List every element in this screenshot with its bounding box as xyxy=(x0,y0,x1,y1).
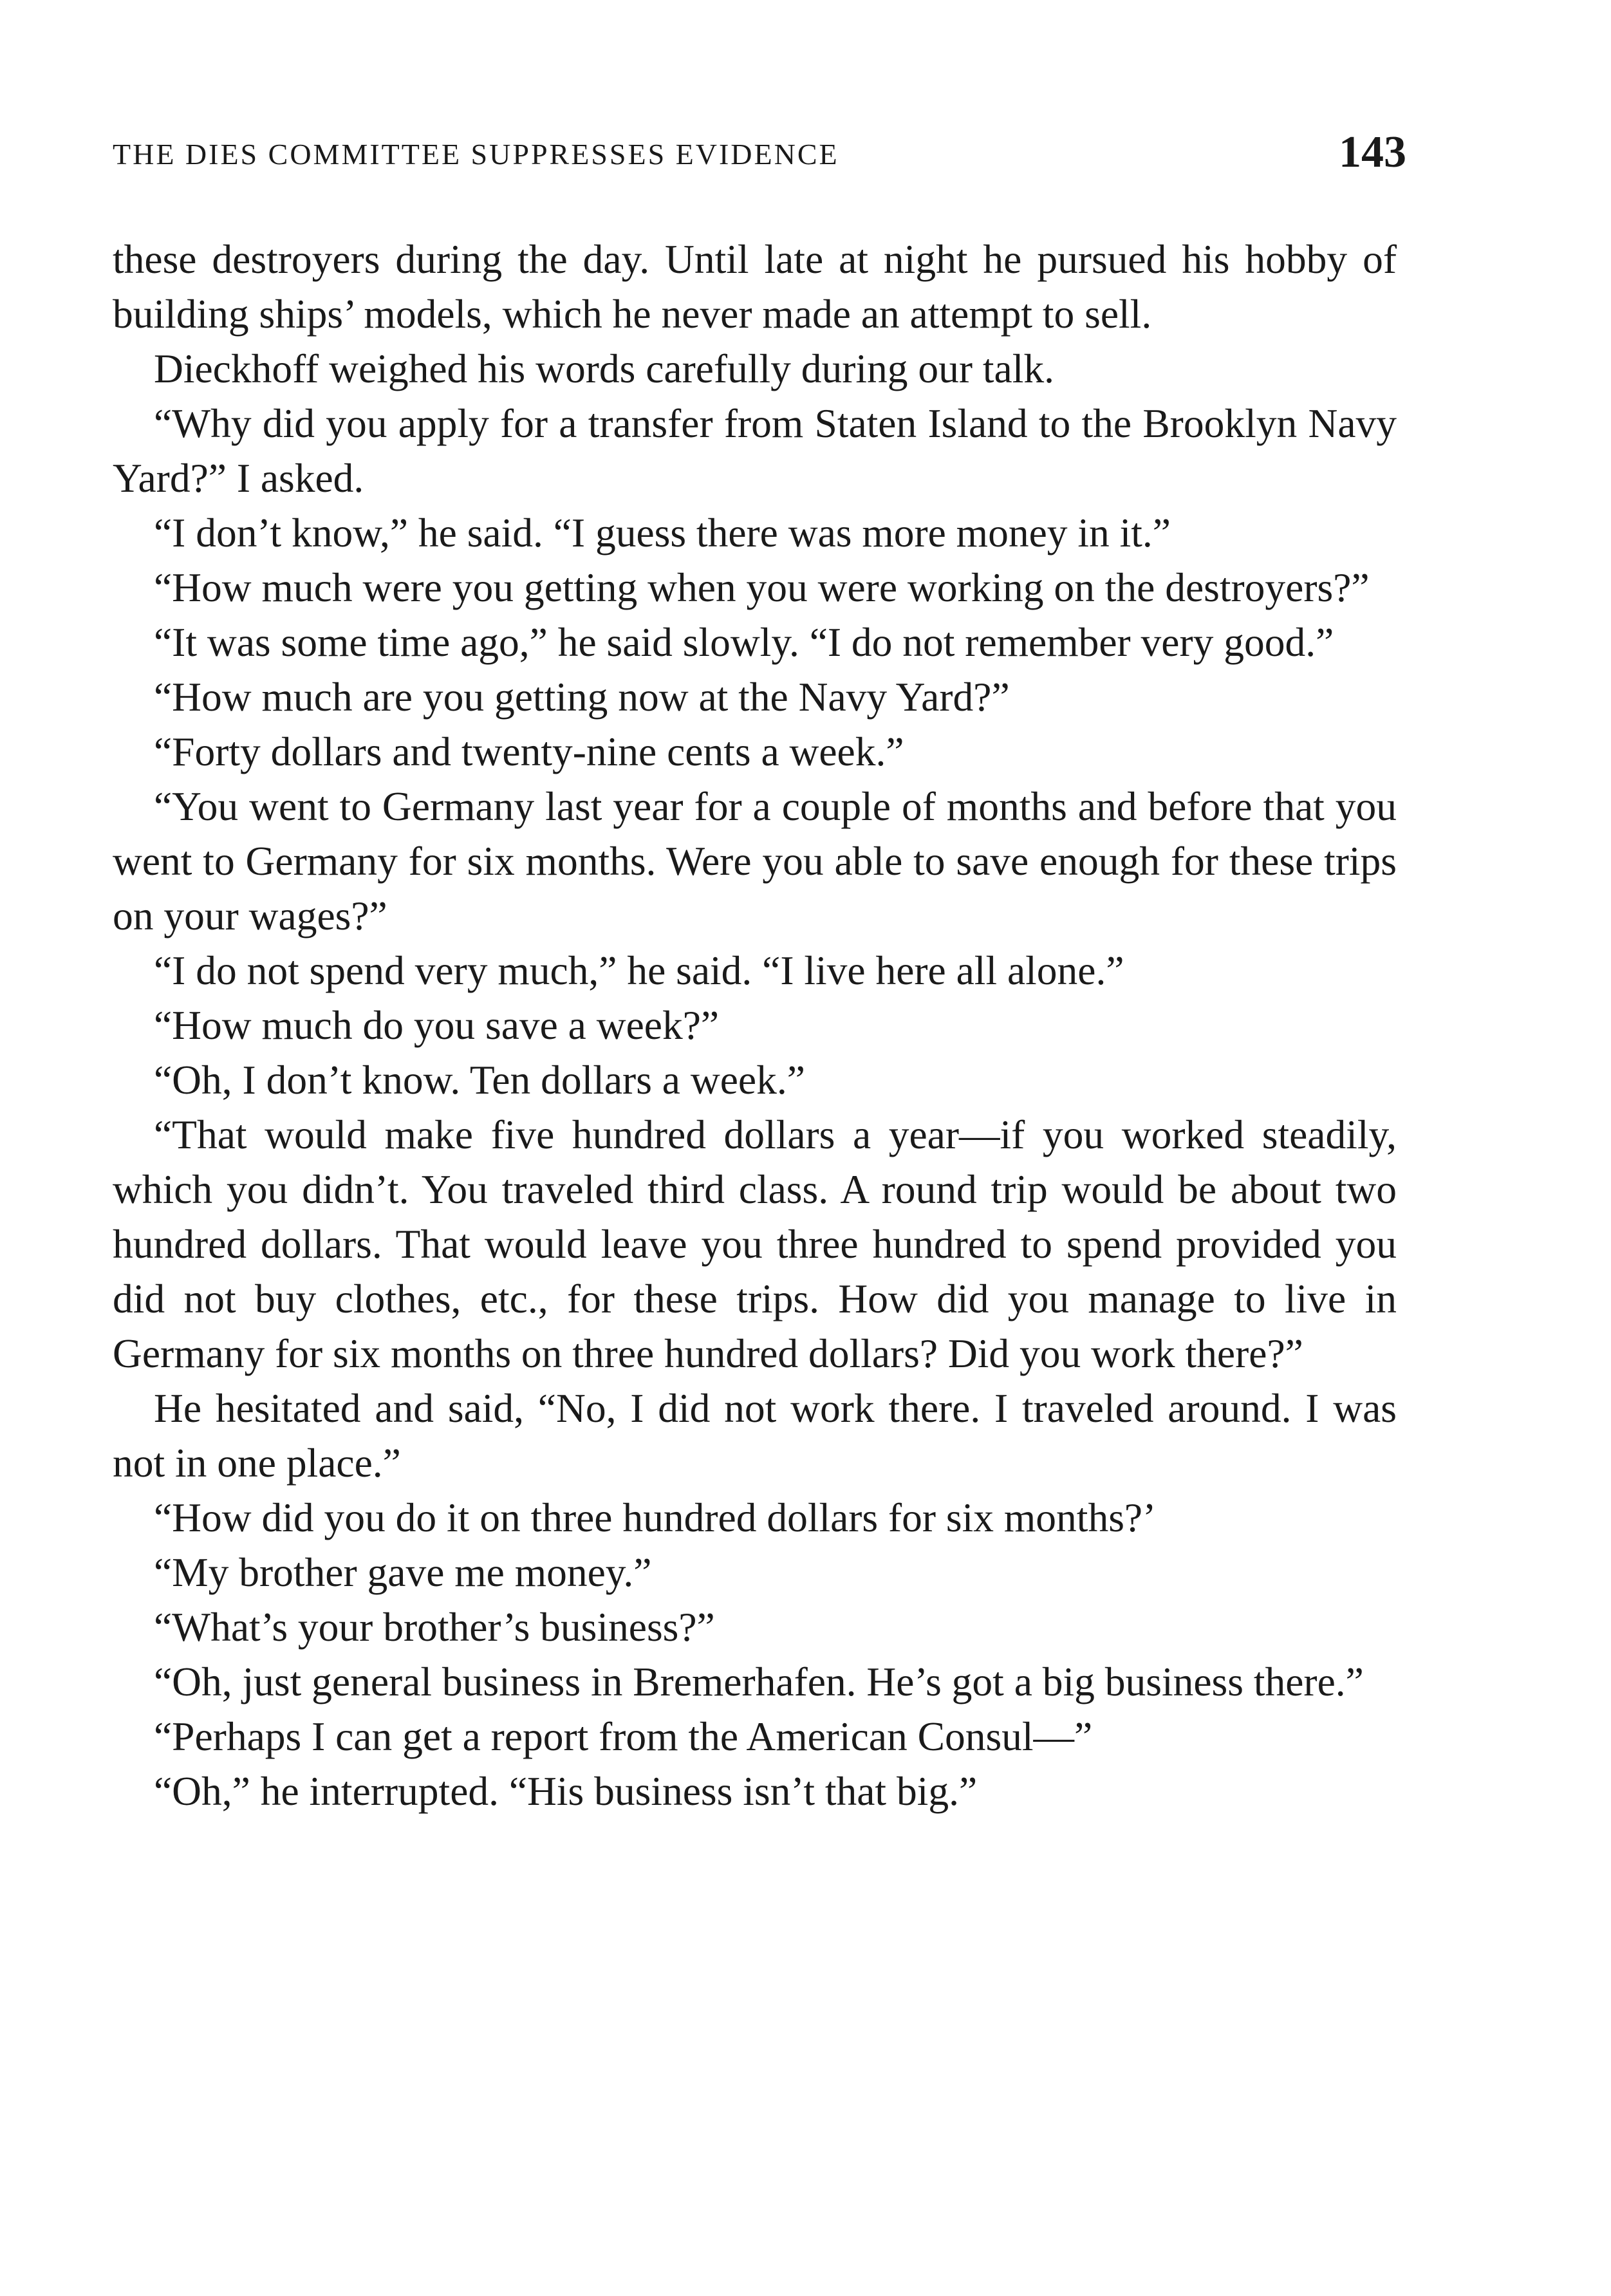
paragraph: “That would make five hundred dollars a year—if you worked steadily, which you didn’t. You traveled third class. A round trip would be about two hundred dollars. That would leave you three hundred to spend provided you did not buy clothes, etc., for these trips. How did you manage to live in Germany for six months on three hundred dollars? Did you work there?” xyxy=(113,1112,1397,1376)
paragraph: He hesitated and said, “No, I did not work there. I traveled around. I was not in one place.” xyxy=(113,1385,1397,1486)
paragraph: “How much do you save a week?” xyxy=(154,1002,720,1048)
paragraph: “Oh, just general business in Bremerhafen. He’s got a big business there.” xyxy=(154,1659,1364,1704)
paragraph: “What’s your brother’s business?” xyxy=(154,1604,715,1650)
paragraph: “Oh,” he interrupted. “His business isn’t that big.” xyxy=(154,1768,978,1814)
body-text xyxy=(113,232,1397,1818)
running-title: THE DIES COMMITTEE SUPPRESSES EVIDENCE xyxy=(113,138,839,171)
page-number: 143 xyxy=(1339,127,1406,177)
paragraph: “You went to Germany last year for a couple of months and before that you went to Germany for six months. Were you able to save enough for these trips on your wages?” xyxy=(113,783,1397,938)
paragraph: “Oh, I don’t know. Ten dollars a week.” xyxy=(154,1057,805,1103)
paragraph: “My brother gave me money.” xyxy=(154,1549,652,1595)
paragraph: “Why did you apply for a transfer from Staten Island to the Brooklyn Navy Yard?” I asked. xyxy=(113,400,1397,501)
paragraph: “I do not spend very much,” he said. “I live here all alone.” xyxy=(154,947,1124,993)
paragraph: “How much are you getting now at the Navy Yard?” xyxy=(154,674,1010,720)
running-head xyxy=(113,127,1406,177)
paragraph: Dieckhoff weighed his words carefully during our talk. xyxy=(154,346,1054,391)
paragraph: these destroyers during the day. Until late at night he pursued his hobby of building ships’ models, which he never made an attempt to sell. xyxy=(113,236,1397,337)
paragraph: “Perhaps I can get a report from the American Consul—” xyxy=(154,1713,1093,1759)
paragraph: “Forty dollars and twenty-nine cents a week.” xyxy=(154,729,904,774)
paragraph: “How much were you getting when you were working on the destroyers?” xyxy=(154,565,1370,610)
paragraph: “I don’t know,” he said. “I guess there was more money in it.” xyxy=(154,510,1171,555)
paragraph: “How did you do it on three hundred dollars for six months?’ xyxy=(154,1495,1157,1540)
paragraph: “It was some time ago,” he said slowly. “I do not remember very good.” xyxy=(154,619,1334,665)
